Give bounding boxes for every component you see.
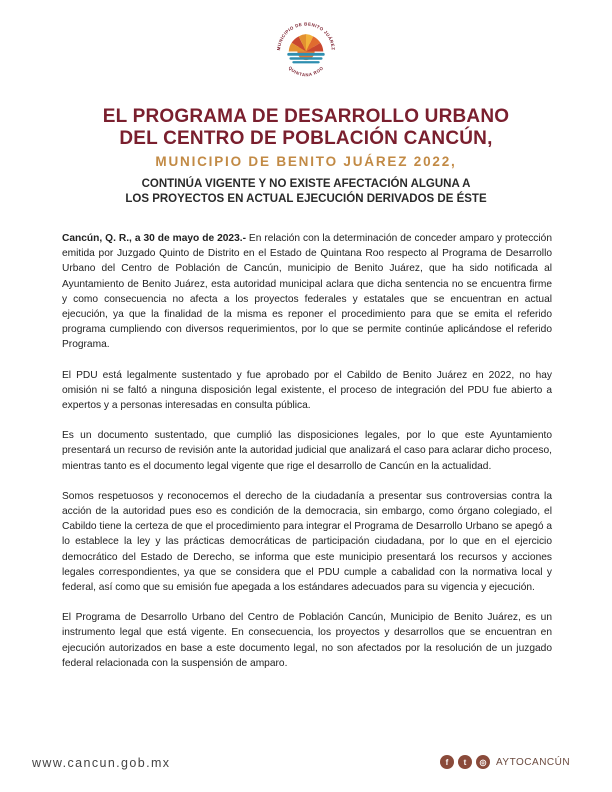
paragraph-1-text: En relación con la determinación de conceder amparo y protección emitida por Juzgado Quinto de Distrito en el Estado de Quintana Roo respecto al Programa de Desarrollo Urbano del Centro de Población de Cancún, municipio de Benito Juárez, que ha sido notificada al Ayuntamiento de Benito Juárez, esta autoridad municipal aclara que dicha sentencia no se encuentra firme y como consecuencia no afecta a los proyectos federales y estatales que se encuentran en actual ejecución, ya que la finalidad de la misma es reponer el procedimiento para que se emita el referido programa cumpliendo con diversos requerimientos, por lo que se permite continúe aplicándose el referido Programa. <box>62 233 552 351</box>
svg-text:QUINTANA ROO <box>288 65 325 77</box>
website-url[interactable]: www.cancun.gob.mx <box>32 756 171 770</box>
logo-waves <box>287 53 324 63</box>
title-line-2: DEL CENTRO DE POBLACIÓN CANCÚN, <box>119 128 493 149</box>
press-release-body <box>62 231 552 686</box>
lead-line-1: CONTINÚA VIGENTE Y NO EXISTE AFECTACIÓN ALGUNA A <box>141 178 471 190</box>
title-line-1: EL PROGRAMA DE DESARROLLO URBANO <box>102 106 510 127</box>
logo-bottom-text: QUINTANA ROO <box>287 65 325 78</box>
social-links <box>440 755 570 769</box>
paragraph-4: Somos respetuosos y reconocemos el derecho de la ciudadanía a presentar sus controversias contra la acción de la autoridad pues eso es condición de la democracia, sin embargo, como órgano colegiado, el Cabildo tiene la certeza de que el procedimiento para integrar el Programa de Desarrollo Urbano se apegó a lo establece la ley y las prácticas democráticas de participación ciudadana, por lo que en el ejercicio democrático del Estado de Derecho, se informa que este municipio presentará los recursos y acciones legales correspondientes, ya que se considera que el PDU cumple a cabalidad con la normativa local y federal, así como que su emisión fue apegada a los estándares adecuados para su vigencia y ejecución. <box>62 490 552 594</box>
paragraph-1 <box>62 231 552 353</box>
lead-line-2: LOS PROYECTOS EN ACTUAL EJECUCIÓN DERIVADOS DE ÉSTE <box>125 193 487 205</box>
paragraph-3: Es un documento sustentado, que cumplió las disposiciones legales, por lo que este Ayuntamiento presentará un recurso de revisión ante la autoridad judicial que analizará el caso para aclarar dicho proceso, mientras tanto es el documento legal vigente que rige el desarrollo de Cancún en la actualidad. <box>62 430 552 472</box>
paragraph-5: El Programa de Desarrollo Urbano del Centro de Población Cancún, Municipio de Benito Juárez, es un instrumento legal que está vigente. En consecuencia, los proyectos y desarrollos que se encuentran en ejecución autorizados en base a este documento legal, no son afectados por la resolución de un juzgado federal relacionada con la suspensión de amparo. <box>62 612 552 669</box>
logo-emblem <box>270 14 342 86</box>
logo-sun <box>289 34 324 60</box>
paragraph-2: El PDU está legalmente sustentado y fue aprobado por el Cabildo de Benito Juárez en 2022, no hay omisión ni se faltó a ninguna disposición legal existente, el proceso de integración del PDU fue abierto a expertos y a personas interesadas en consulta pública. <box>62 369 552 412</box>
dateline: Cancún, Q. R., a 30 de mayo de 2023.- <box>62 233 246 244</box>
logo-top-text: MUNICIPIO DE BENITO JUÁREZ <box>276 21 336 51</box>
subtitle: MUNICIPIO DE BENITO JUÁREZ 2022, <box>155 154 457 169</box>
municipal-logo <box>270 14 342 86</box>
social-handle: AYTOCANCÚN <box>496 756 571 768</box>
instagram-icon[interactable]: ◎ <box>476 755 490 769</box>
facebook-icon[interactable]: f <box>440 755 454 769</box>
twitter-icon[interactable]: t <box>458 755 472 769</box>
